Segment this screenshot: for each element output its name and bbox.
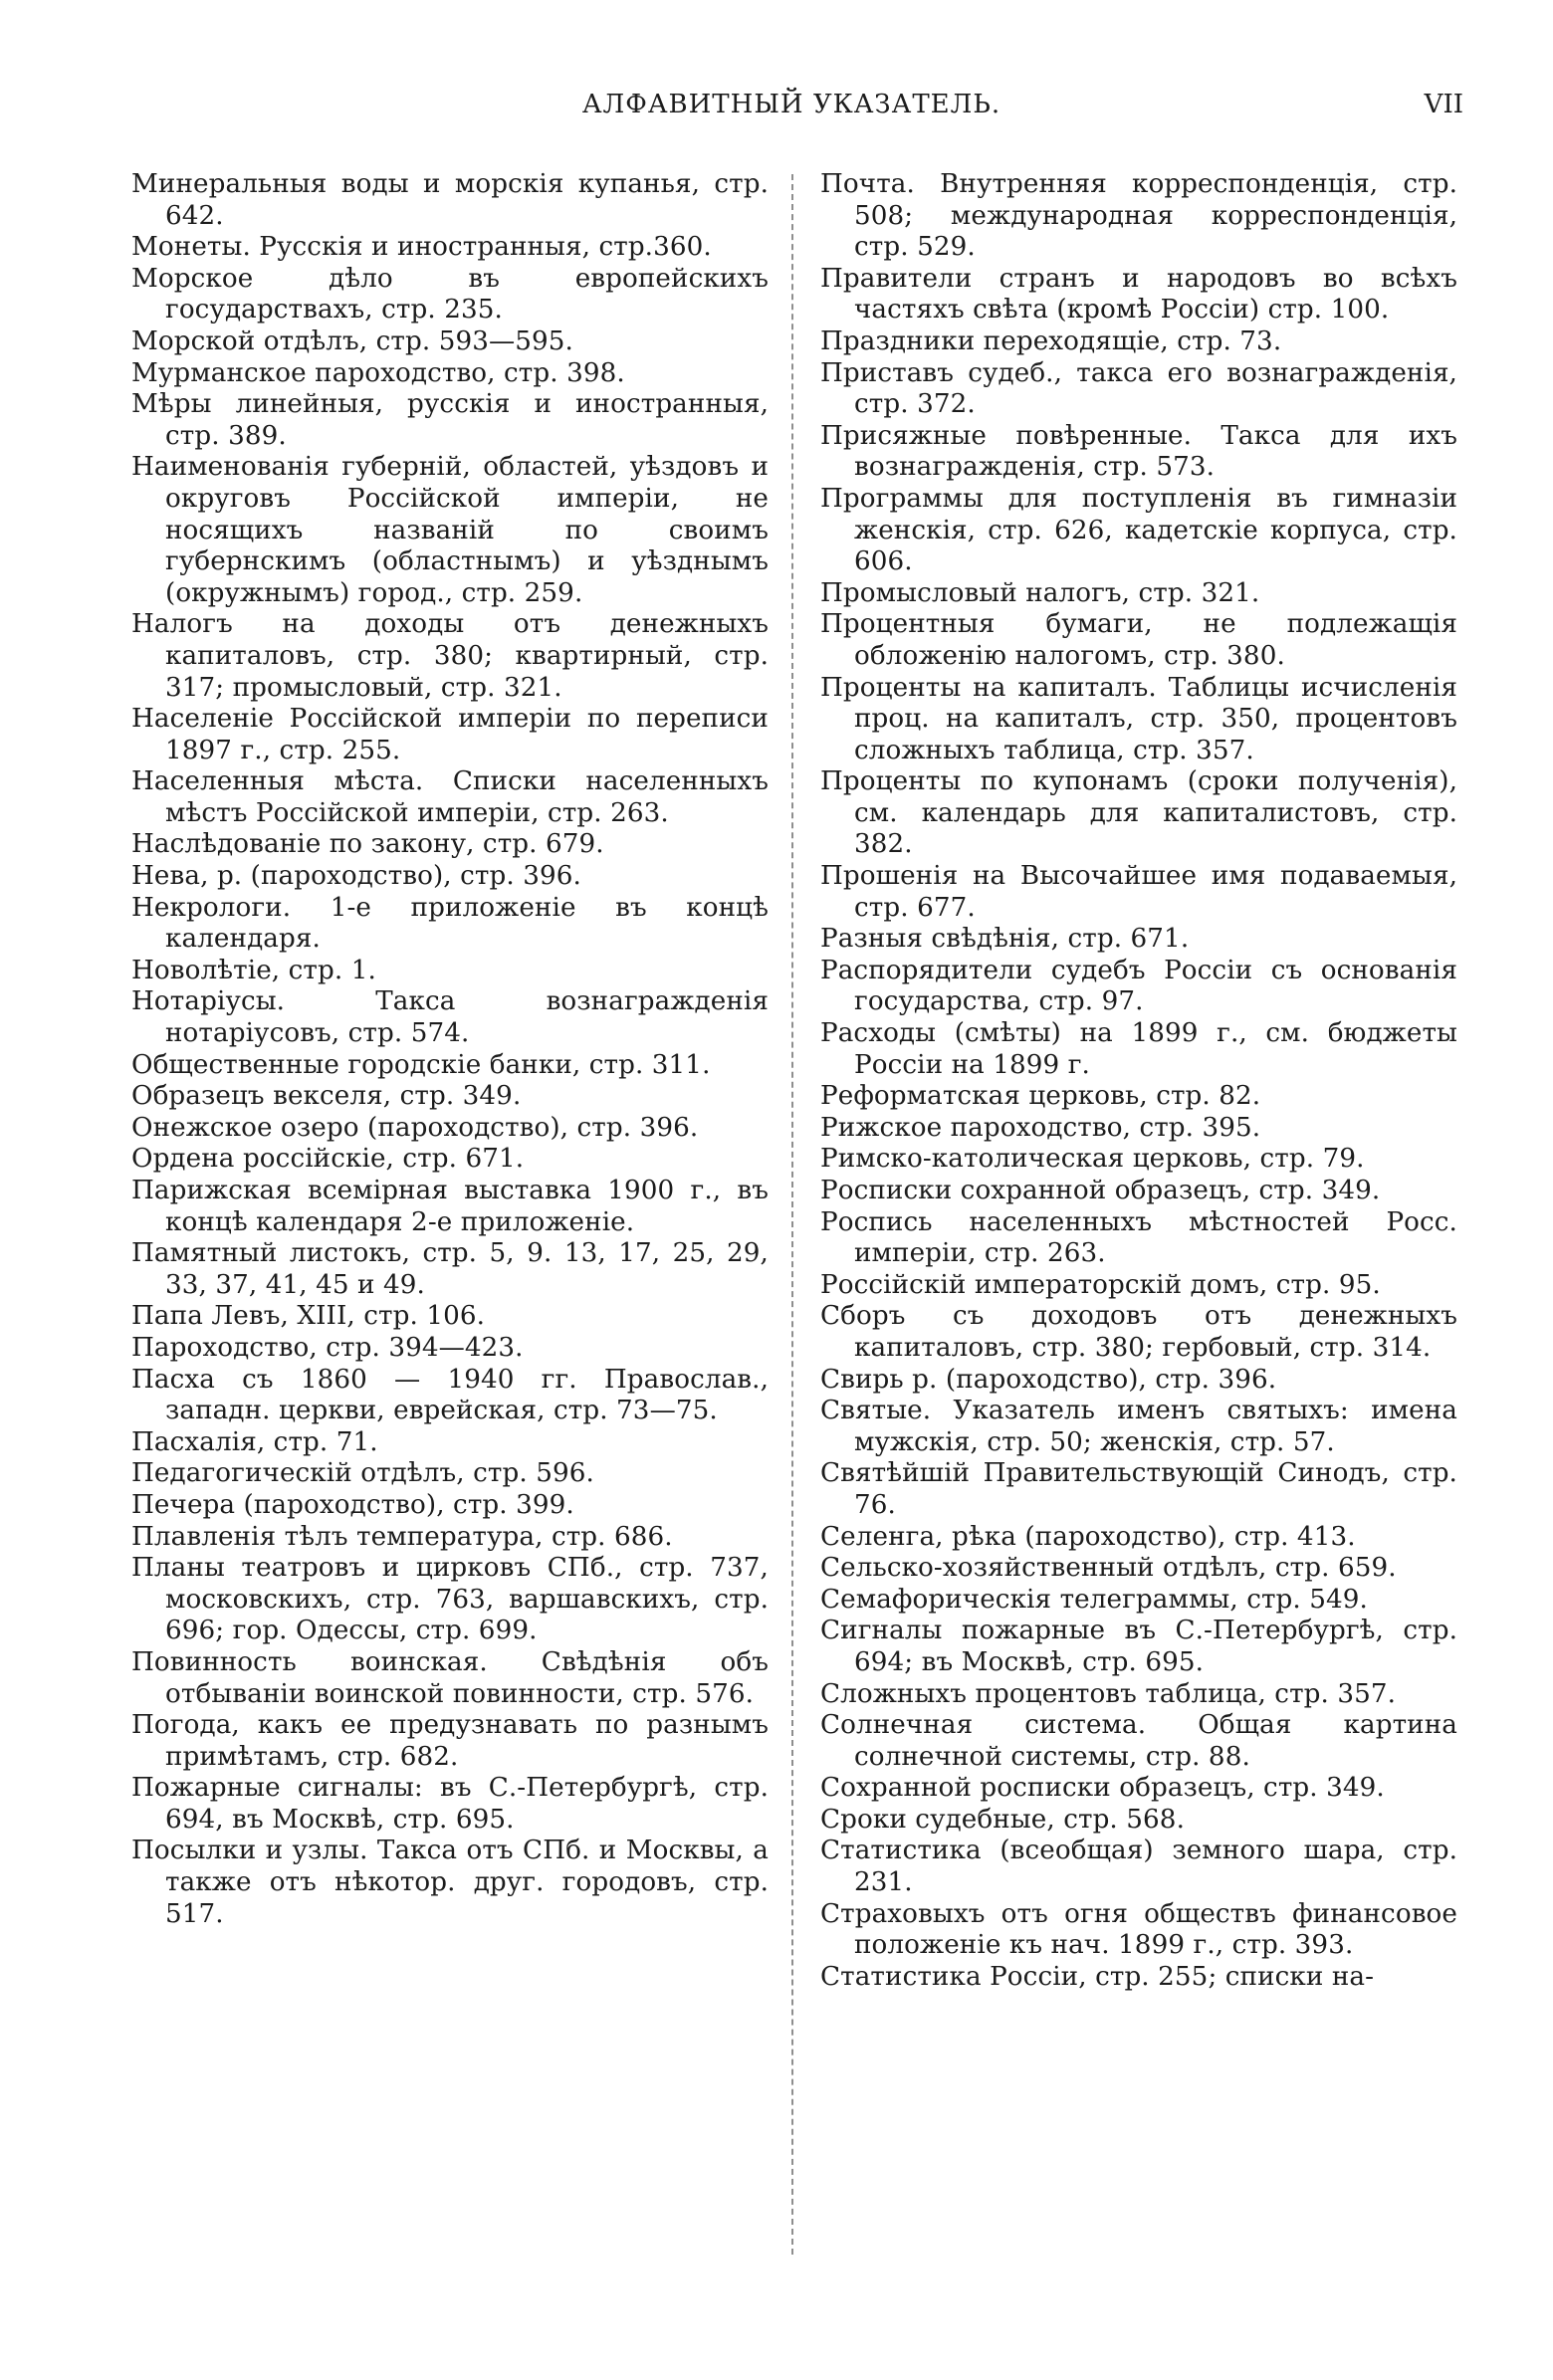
index-entry: Педагогическій отдѣлъ, стр. 596.	[131, 1458, 594, 1489]
index-entry: Сохранной росписки образецъ, стр. 349.	[820, 1773, 1385, 1804]
index-entry: Населеніе Россійской имперіи по переписи 1897 г., стр. 255.	[131, 704, 769, 765]
index-entry: Проценты на капиталъ. Таблицы исчисленія проц. на капиталъ, стр. 350, процентовъ сложныхъ таблица, стр. 357.	[820, 672, 1457, 765]
left-column	[131, 169, 769, 1930]
index-entry: Посылки и узлы. Такса отъ СПб. и Москвы, а также отъ нѣкотор. друг. городовъ, стр. 517.	[131, 1836, 769, 1929]
index-entry: Памятный листокъ, стр. 5, 9. 13, 17, 25, 29, 33, 37, 41, 45 и 49.	[131, 1238, 769, 1300]
index-entry: Святѣйшій Правительствующій Синодъ, стр. 76.	[820, 1458, 1457, 1520]
index-entry: Общественные городскіе банки, стр. 311.	[131, 1049, 711, 1080]
index-entry: Парижская всемірная выставка 1900 г., въ концѣ календаря 2-е приложеніе.	[131, 1176, 769, 1237]
index-entry: Онежское озеро (пароходство), стр. 396.	[131, 1112, 699, 1143]
index-entry: Расходы (смѣты) на 1899 г., см. бюджеты Россіи на 1899 г.	[820, 1018, 1457, 1080]
index-entry: Семафорическія телеграммы, стр. 549.	[820, 1584, 1368, 1615]
index-entry: Пасха съ 1860 — 1940 гг. Православ., западн. церкви, еврейская, стр. 73—75.	[131, 1364, 769, 1426]
index-entry: Солнечная система. Общая картина солнечной системы, стр. 88.	[820, 1710, 1457, 1772]
page-header	[119, 90, 1463, 129]
column-divider	[791, 174, 793, 2255]
running-title: АЛФАВИТНЫЙ УКАЗАТЕЛЬ.	[581, 90, 1001, 119]
index-entry: Процентныя бумаги, не подлежащія обложенію налогомъ, стр. 380.	[820, 609, 1457, 671]
index-entry: Сроки судебные, стр. 568.	[820, 1804, 1185, 1835]
index-entry: Ордена россійскіе, стр. 671.	[131, 1144, 525, 1175]
index-entry: Праздники переходящіе, стр. 73.	[820, 325, 1282, 356]
index-entry: Наименованія губерній, областей, уѣздовъ и округовъ Россійской имперіи, не носящихъ названій по своимъ губернскимъ (областнымъ) и уѣзднымъ (окружнымъ) город., стр. 259.	[131, 452, 769, 608]
index-entry: Статистика Россіи, стр. 255; списки на-	[820, 1961, 1375, 1992]
index-entry: Правители странъ и народовъ во всѣхъ частяхъ свѣта (кромѣ Россіи) стр. 100.	[820, 263, 1457, 325]
index-entry: Программы для поступленія въ гимназіи женскія, стр. 626, кадетскіе корпуса, стр. 606.	[820, 483, 1457, 577]
index-entry: Нева, р. (пароходство), стр. 396.	[131, 861, 581, 892]
index-entry: Повинность воинская. Свѣдѣнія объ отбываніи воинской повинности, стр. 576.	[131, 1646, 769, 1709]
index-entry: Новолѣтіе, стр. 1.	[131, 955, 376, 985]
index-entry: Почта. Внутренняя корреспонденція, стр. 508; международная корреспонденція, стр. 529.	[820, 169, 1457, 263]
index-entry: Селенга, рѣка (пароходство), стр. 413.	[820, 1521, 1356, 1552]
index-entry: Сигналы пожарные въ С.-Петербургѣ, стр. 694; въ Москвѣ, стр. 695.	[820, 1616, 1457, 1677]
index-entry: Нотаріусы. Такса вознагражденія нотаріусовъ, стр. 574.	[131, 986, 769, 1049]
index-entry: Пароходство, стр. 394—423.	[131, 1332, 524, 1363]
index-entry: Россійскій императорскій домъ, стр. 95.	[820, 1269, 1381, 1300]
index-entry: Свирь р. (пароходство), стр. 396.	[820, 1364, 1277, 1395]
index-entry: Налогъ на доходы отъ денежныхъ капиталовъ, стр. 380; квартирный, стр. 317; промысловый, стр. 321.	[131, 609, 769, 703]
index-entry: Папа Левъ, XIII, стр. 106.	[131, 1301, 486, 1332]
index-entry: Морской отдѣлъ, стр. 593—595.	[131, 325, 573, 356]
index-entry: Сельско-хозяйственный отдѣлъ, стр. 659.	[820, 1553, 1397, 1584]
index-entry: Населенныя мѣста. Списки населенныхъ мѣстъ Россійской имперіи, стр. 263.	[131, 766, 769, 828]
index-entry: Римско-католическая церковь, стр. 79.	[820, 1144, 1365, 1175]
index-entry: Промысловый налогъ, стр. 321.	[820, 577, 1260, 608]
index-entry: Приставъ судеб., такса его вознагражденія, стр. 372.	[820, 357, 1457, 420]
index-entry: Образецъ векселя, стр. 349.	[131, 1081, 522, 1112]
index-entry: Сборъ съ доходовъ отъ денежныхъ капиталовъ, стр. 380; гербовый, стр. 314.	[820, 1301, 1457, 1363]
index-entry: Мѣры линейныя, русскія и иностранныя, стр. 389.	[131, 389, 769, 451]
index-entry: Наслѣдованіе по закону, стр. 679.	[131, 829, 604, 860]
index-entry: Статистика (всеобщая) земного шара, стр. 231.	[820, 1836, 1457, 1898]
index-entry: Погода, какъ ее предузнавать по разнымъ примѣтамъ, стр. 682.	[131, 1710, 769, 1772]
index-entry: Присяжные повѣренные. Такса для ихъ вознагражденія, стр. 573.	[820, 420, 1457, 483]
index-entry: Реформатская церковь, стр. 82.	[820, 1081, 1261, 1112]
index-entry: Роспись населенныхъ мѣстностей Росс. имперіи, стр. 263.	[820, 1206, 1457, 1269]
right-column	[820, 169, 1457, 1993]
index-entry: Святые. Указатель именъ святыхъ: имена мужскія, стр. 50; женскія, стр. 57.	[820, 1396, 1457, 1457]
index-entry: Проценты по купонамъ (сроки полученія), см. календарь для капиталистовъ, стр. 382.	[820, 766, 1457, 860]
page-number: VII	[1424, 90, 1463, 119]
index-entry: Некрологи. 1-е приложеніе въ концѣ календаря.	[131, 892, 769, 955]
index-entry: Росписки сохранной образецъ, стр. 349.	[820, 1176, 1381, 1205]
index-entry: Плавленія тѣлъ температура, стр. 686.	[131, 1521, 673, 1552]
index-entry: Минеральныя воды и морскія купанья, стр. 642.	[131, 169, 769, 231]
index-entry: Рижское пароходство, стр. 395.	[820, 1112, 1261, 1143]
index-entry: Мурманское пароходство, стр. 398.	[131, 357, 625, 388]
index-entry: Монеты. Русскія и иностранныя, стр.360.	[131, 232, 712, 263]
index-entry: Морское дѣло въ европейскихъ государствахъ, стр. 235.	[131, 263, 769, 325]
index-entry: Пожарные сигналы: въ С.-Петербургѣ, стр. 694, въ Москвѣ, стр. 695.	[131, 1773, 769, 1835]
index-entry: Распорядители судебъ Россіи съ основанія государства, стр. 97.	[820, 955, 1457, 1017]
index-entry: Разныя свѣдѣнія, стр. 671.	[820, 924, 1190, 955]
index-entry: Планы театровъ и цирковъ СПб., стр. 737, московскихъ, стр. 763, варшавскихъ, стр. 696; гор. Одессы, стр. 699.	[131, 1553, 769, 1646]
index-entry: Сложныхъ процентовъ таблица, стр. 357.	[820, 1678, 1397, 1709]
index-entry: Пасхалія, стр. 71.	[131, 1426, 378, 1457]
index-entry: Печера (пароходство), стр. 399.	[131, 1489, 574, 1520]
index-entry: Страховыхъ отъ огня обществъ финансовое положеніе къ нач. 1899 г., стр. 393.	[820, 1898, 1457, 1961]
index-entry: Прошенія на Высочайшее имя подаваемыя, стр. 677.	[820, 861, 1457, 923]
